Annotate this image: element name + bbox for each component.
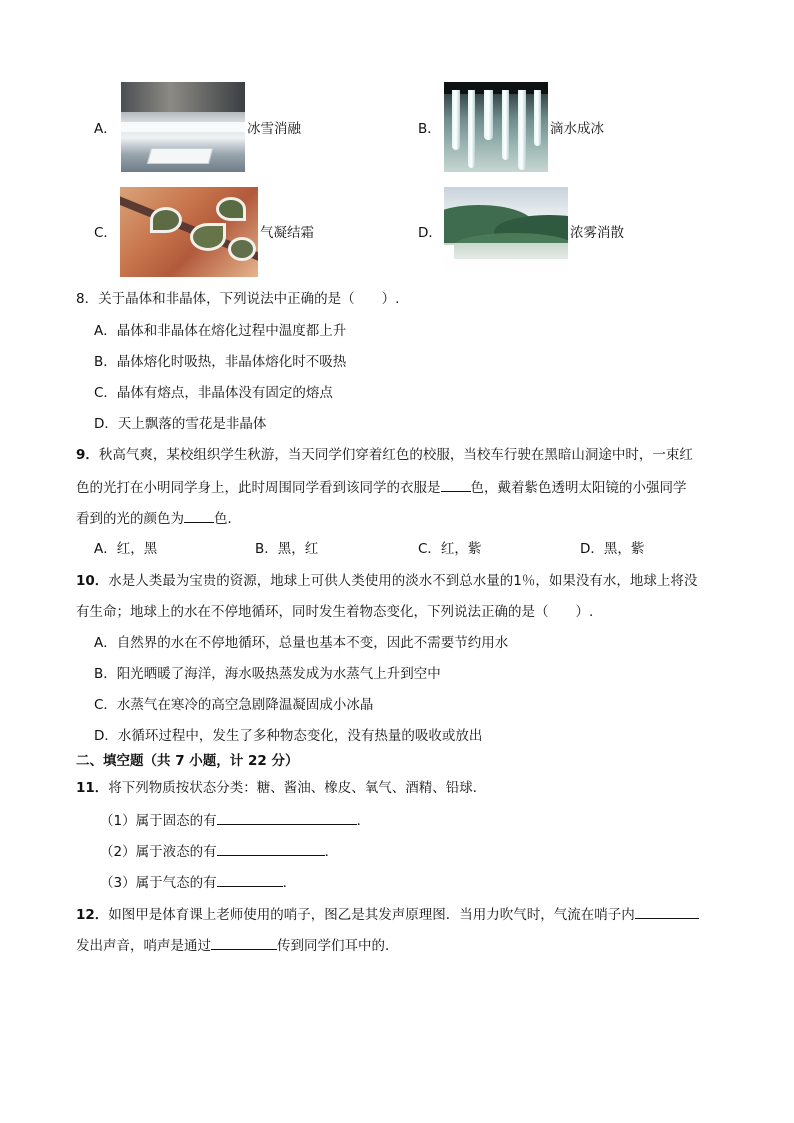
option-caption: 浓雾消散 — [570, 225, 624, 241]
question-number: 12． — [76, 907, 109, 923]
option-b: B．阳光晒暖了海洋，海水吸热蒸发成为水蒸气上升到空中 — [94, 666, 441, 682]
question-stem-line-2: 发出声音，哨声是通过 传到同学们耳中的． — [76, 938, 399, 954]
question-number: 9． — [76, 447, 99, 463]
option-caption: 滴水成冰 — [550, 121, 604, 137]
option-caption: 气凝结霜 — [260, 225, 314, 241]
question-stem-line-2: 色的光打在小明同学身上，此时周围同学看到该同学的衣服是 色，戴着紫色透明太阳镜的小强同学 — [76, 480, 687, 496]
option-d: D．水循环过程中，发生了多种物态变化，没有热量的吸收或放出 — [94, 728, 483, 744]
sub-item-3: （3）属于气态的有 ． — [100, 875, 297, 891]
answer-blank[interactable] — [217, 842, 325, 856]
option-b: B．晶体熔化时吸热，非晶体熔化时不吸热 — [94, 354, 347, 370]
question-stem-line-1: 10．水是人类最为宝贵的资源，地球上可供人类使用的淡水不到总水量的1％，如果没有水，地球上将没 — [76, 573, 698, 589]
question-stem-line-3: 看到的光的颜色为 色． — [76, 511, 241, 527]
question-stem-line-1: 12．如图甲是体育课上老师使用的哨子，图乙是其发声原理图．当用力吹气时，气流在哨子内 — [76, 905, 699, 924]
answer-blank[interactable] — [635, 905, 699, 919]
question-stem: 8．关于晶体和非晶体，下列说法中正确的是（ ）. — [76, 291, 400, 307]
question-stem-line-1: 9．秋高气爽，某校组织学生秋游，当天同学们穿着红色的校服，当校车行驶在黑暗山洞途中时，一束红 — [76, 447, 693, 463]
option-label: C． — [94, 225, 117, 241]
sub-item-2: （2）属于液态的有 ． — [100, 844, 339, 860]
option-label: D． — [418, 225, 442, 241]
option-d: D．黑，紫 — [580, 541, 645, 557]
option-c: C．水蒸气在寒冷的高空急剧降温凝固成小冰晶 — [94, 697, 374, 713]
question-number: 10． — [76, 573, 109, 589]
answer-blank[interactable] — [441, 478, 471, 492]
option-caption: 冰雪消融 — [247, 121, 301, 137]
option-a: A．晶体和非晶体在熔化过程中温度都上升 — [94, 323, 347, 339]
question-number: 11． — [76, 780, 109, 796]
sub-item-1: （1）属于固态的有 ． — [100, 813, 371, 829]
option-label: A． — [94, 121, 117, 137]
option-c: C．晶体有熔点，非晶体没有固定的熔点 — [94, 385, 333, 401]
option-label: B． — [418, 121, 441, 137]
option-d: D．天上飘落的雪花是非晶体 — [94, 416, 267, 432]
frost-leaves-photo — [120, 187, 258, 277]
option-b: B．黑，红 — [255, 541, 319, 557]
answer-blank[interactable] — [211, 936, 277, 950]
option-a: A．红，黑 — [94, 541, 158, 557]
icicles-photo — [444, 82, 548, 172]
section-title: 二、填空题（共 7 小题，计 22 分） — [76, 753, 299, 769]
option-c: C．红，紫 — [418, 541, 482, 557]
question-stem-line-2: 有生命；地球上的水在不停地循环，同时发生着物态变化，下列说法正确的是（ ）. — [76, 604, 594, 620]
answer-blank[interactable] — [184, 509, 214, 523]
fog-mountains-photo — [444, 187, 568, 275]
answer-blank[interactable] — [217, 873, 283, 887]
option-a: A．自然界的水在不停地循环，总量也基本不变，因此不需要节约用水 — [94, 635, 509, 651]
melting-ice-photo — [121, 82, 245, 172]
answer-blank[interactable] — [217, 811, 357, 825]
question-stem: 11．将下列物质按状态分类：糖、酱油、橡皮、氧气、酒精、铅球． — [76, 780, 487, 796]
